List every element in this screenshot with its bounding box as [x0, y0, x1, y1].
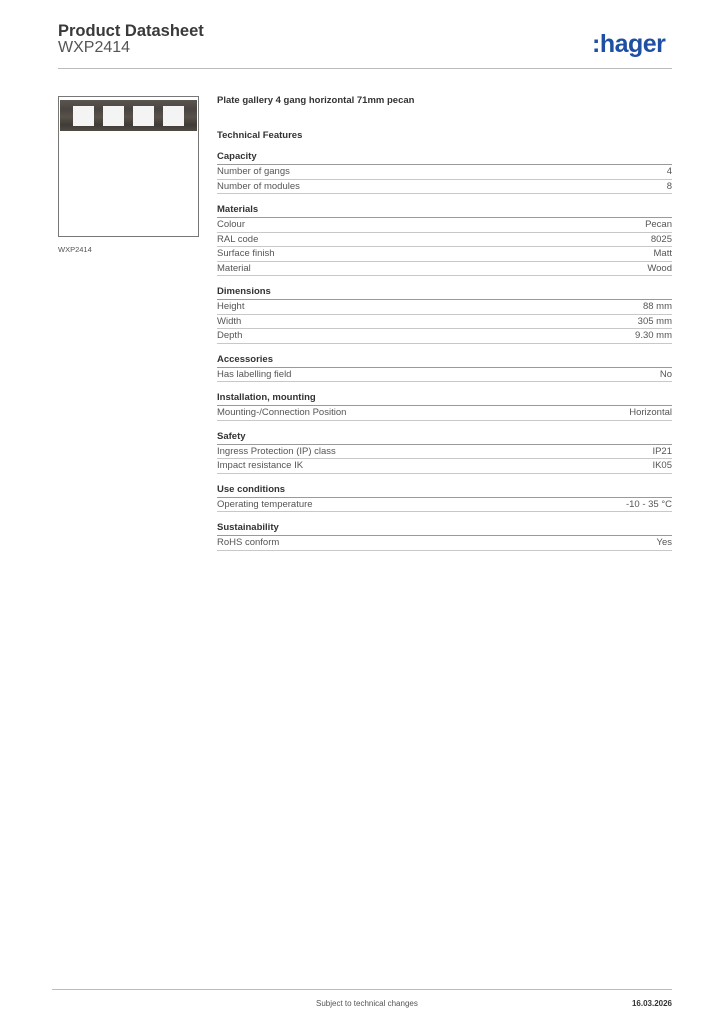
spec-row: [217, 300, 672, 315]
footer-divider: [52, 989, 672, 990]
page-title: Product Datasheet: [58, 22, 204, 40]
plate-window: [73, 106, 94, 126]
plate-window: [103, 106, 124, 126]
spec-value: No: [659, 368, 672, 380]
section-title: Capacity: [217, 151, 672, 165]
spec-label: Width: [217, 315, 242, 327]
spec-value: 8025: [650, 233, 672, 245]
spec-row: [217, 180, 672, 195]
spec-row: [217, 262, 672, 277]
section-title: Dimensions: [217, 286, 672, 300]
spec-value: 4: [666, 166, 672, 177]
spec-row: [217, 218, 672, 233]
product-code: WXP2414: [58, 39, 131, 56]
spec-content: [217, 94, 672, 561]
spec-label: Impact resistance IK: [217, 460, 304, 471]
spec-value: 9.30 mm: [635, 330, 672, 341]
spec-label: Has labelling field: [217, 368, 292, 380]
spec-section: [217, 286, 672, 344]
spec-row: [217, 247, 672, 262]
section-title: Materials: [217, 204, 672, 218]
plate-window: [133, 106, 154, 126]
spec-sections: [217, 151, 672, 551]
hager-logo: :hager: [592, 30, 666, 58]
spec-row: [217, 315, 672, 330]
spec-row: [217, 459, 672, 474]
spec-section: [217, 484, 672, 513]
spec-row: [217, 329, 672, 344]
footer-note: Subject to technical changes: [316, 999, 418, 1008]
spec-label: Height: [217, 301, 245, 312]
spec-label: Ingress Protection (IP) class: [217, 445, 336, 457]
spec-label: Operating temperature: [217, 498, 313, 510]
plate-window: [163, 106, 184, 126]
spec-label: RoHS conform: [217, 537, 280, 548]
spec-row: [217, 536, 672, 551]
spec-row: [217, 498, 672, 513]
section-title: Installation, mounting: [217, 392, 672, 406]
spec-value: Yes: [656, 537, 672, 548]
spec-row: [217, 406, 672, 421]
spec-row: [217, 233, 672, 248]
spec-value: 305 mm: [637, 315, 672, 327]
section-title: Safety: [217, 431, 672, 445]
spec-row: [217, 445, 672, 460]
spec-section: [217, 522, 672, 551]
spec-value: Pecan: [645, 219, 672, 230]
spec-label: Number of gangs: [217, 166, 290, 177]
footer-date: 16.03.2026: [631, 999, 672, 1008]
spec-label: Material: [217, 262, 251, 274]
spec-label: Surface finish: [217, 248, 275, 259]
spec-section: [217, 204, 672, 276]
product-image: [58, 96, 199, 237]
spec-value: 8: [666, 180, 672, 192]
spec-value: Matt: [653, 248, 672, 259]
image-caption: WXP2414: [58, 245, 92, 254]
spec-row: [217, 165, 672, 180]
spec-value: 88 mm: [642, 301, 672, 312]
plate-graphic: [60, 100, 197, 131]
spec-label: Number of modules: [217, 180, 300, 192]
spec-value: Wood: [647, 262, 672, 274]
spec-section: [217, 392, 672, 421]
spec-label: Colour: [217, 219, 245, 230]
technical-features-title: Technical Features: [217, 130, 303, 141]
spec-value: -10 - 35 °C: [625, 498, 672, 510]
spec-value: Horizontal: [629, 407, 672, 418]
spec-section: [217, 151, 672, 194]
spec-section: [217, 354, 672, 383]
spec-row: [217, 368, 672, 383]
header-divider: [58, 68, 672, 69]
section-title: Use conditions: [217, 484, 672, 498]
product-name: Plate gallery 4 gang horizontal 71mm pecan: [217, 95, 415, 106]
section-title: Accessories: [217, 354, 672, 368]
spec-section: [217, 431, 672, 474]
section-title: Sustainability: [217, 522, 672, 536]
spec-value: IK05: [652, 460, 672, 471]
spec-label: Mounting-/Connection Position: [217, 407, 347, 418]
spec-value: IP21: [652, 445, 672, 457]
spec-label: RAL code: [217, 233, 259, 245]
spec-label: Depth: [217, 330, 243, 341]
